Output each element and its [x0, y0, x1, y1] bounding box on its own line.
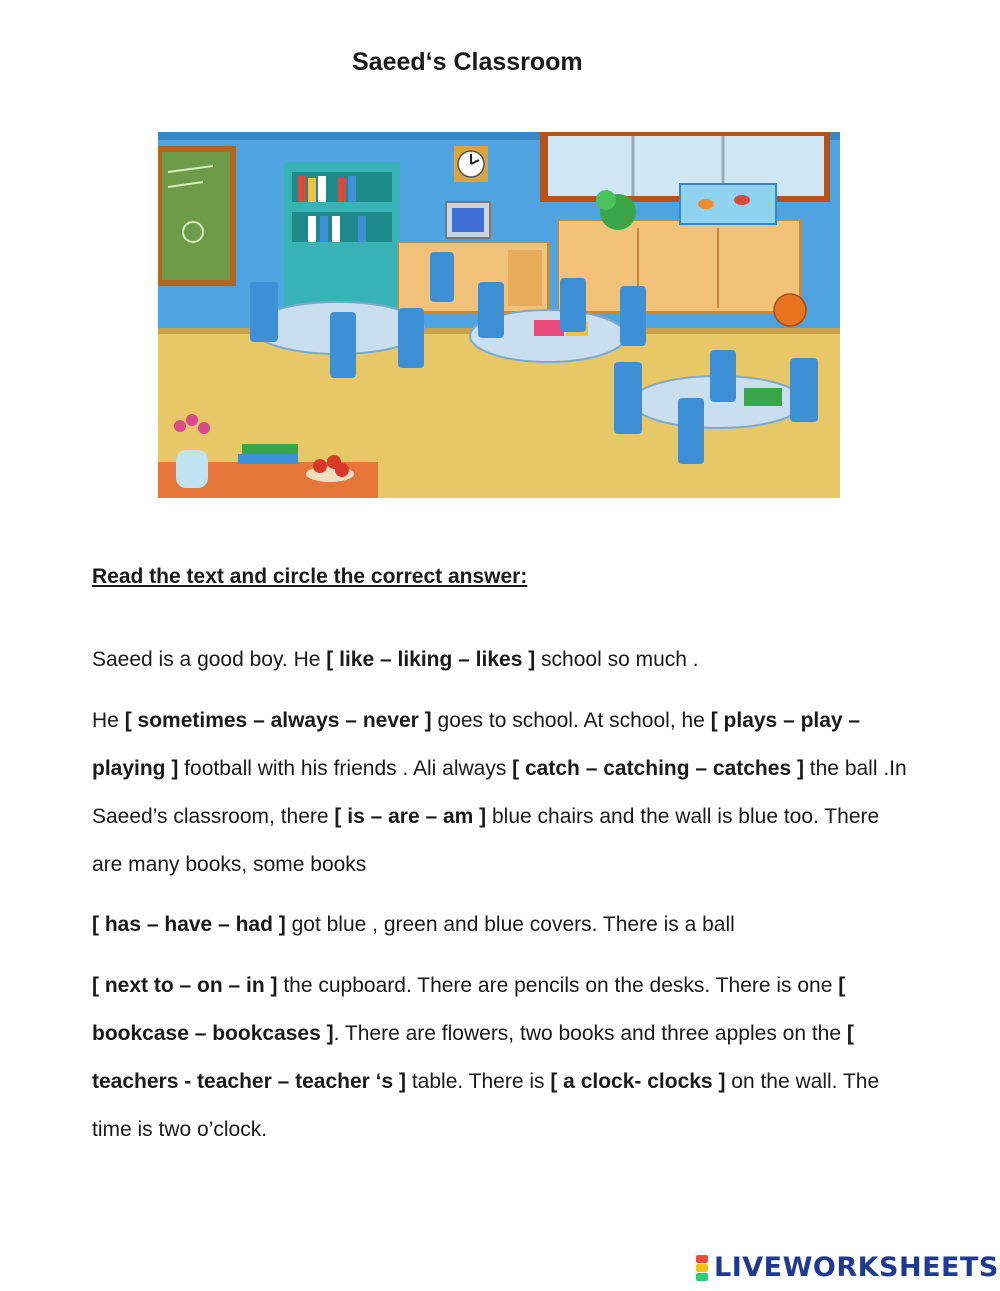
- answer-options[interactable]: [ has – have – had ]: [92, 913, 286, 936]
- text: school so much .: [535, 648, 699, 671]
- paragraph-4: [92, 962, 912, 1154]
- paragraph-2: [92, 697, 912, 889]
- logo-block: [696, 1255, 708, 1263]
- text: football with his friends . Ali always: [178, 757, 513, 780]
- text: . There are flowers, two books and three apples on the: [333, 1022, 847, 1045]
- shelf-books: [238, 454, 298, 464]
- fish-tank: [680, 184, 776, 224]
- answer-options[interactable]: [ a clock- clocks ]: [550, 1070, 726, 1093]
- text: the cupboard. There are pencils on the desks. There is one: [277, 974, 839, 997]
- classroom-illustration: [158, 132, 840, 498]
- logo-block: [696, 1273, 708, 1281]
- answer-options[interactable]: [ is – are – am ]: [334, 805, 487, 828]
- page-title: Saeed‘s Classroom: [352, 48, 583, 76]
- answer-options[interactable]: [ catch – catching – catches ]: [512, 757, 804, 780]
- text: blue chairs and the wall is blue too. There are many books, some books: [92, 805, 880, 876]
- text: table. There is: [406, 1070, 551, 1093]
- text: Saeed is a good boy. He: [92, 648, 327, 671]
- answer-options[interactable]: [ teachers - teacher – teacher ‘s ]: [92, 1022, 854, 1093]
- answer-options[interactable]: [ bookcase – bookcases ]: [92, 974, 846, 1045]
- cabinet: [558, 220, 800, 312]
- text: He: [92, 709, 125, 732]
- footer-branding: [696, 1252, 999, 1283]
- brand-name[interactable]: LIVEWORKSHEETS: [714, 1252, 999, 1283]
- instruction-heading: Read the text and circle the correct answer:: [92, 565, 528, 588]
- paragraph-1: [92, 636, 912, 684]
- answer-options[interactable]: [ next to – on – in ]: [92, 974, 278, 997]
- text: goes to school. At school, he: [431, 709, 711, 732]
- liveworksheets-logo-icon: [696, 1255, 708, 1281]
- answer-options[interactable]: [ like – liking – likes ]: [326, 648, 536, 671]
- text: on the wall. The time is two o’clock.: [92, 1070, 880, 1141]
- flower-vase: [176, 450, 208, 488]
- basketball: [774, 294, 806, 326]
- logo-block: [696, 1264, 708, 1272]
- answer-options[interactable]: [ plays – play – playing ]: [92, 709, 861, 780]
- text: the ball .In Saeed’s classroom, there: [92, 757, 907, 828]
- paragraph-3: [92, 901, 912, 949]
- answer-options[interactable]: [ sometimes – always – never ]: [124, 709, 432, 732]
- text: got blue , green and blue covers. There is a ball: [285, 913, 735, 936]
